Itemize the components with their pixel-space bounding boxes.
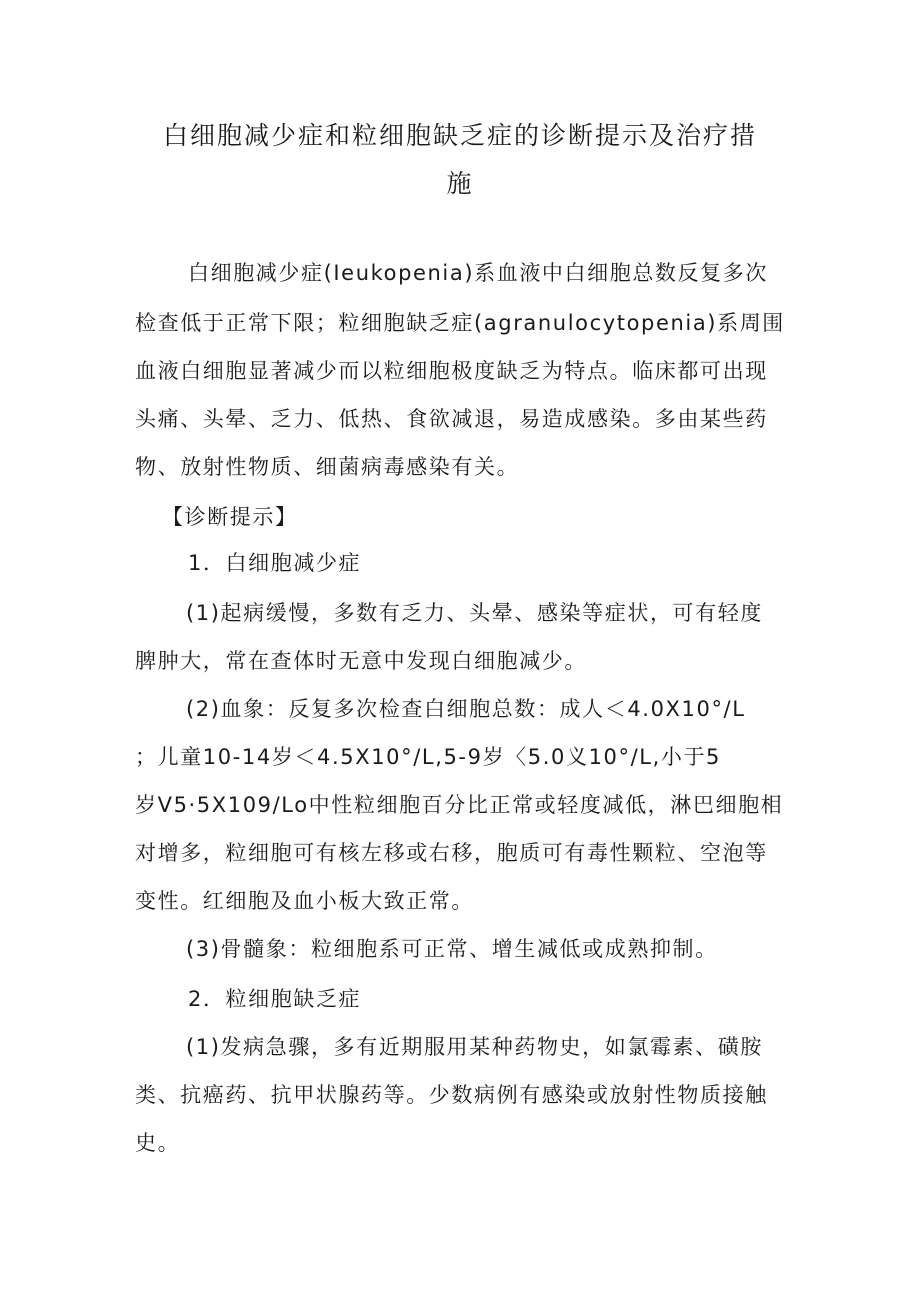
item-1-p2-line: (2)血象：反复多次检查白细胞总数：成人＜4.0X10°/L (186, 697, 746, 721)
intro-line: 白细胞减少症(Ieukopenia)系血液中白细胞总数反复多次 (188, 261, 768, 285)
title-line-2: 施 (446, 169, 474, 198)
item-2-p1-line: 类、抗癌药、抗甲状腺药等。少数病例有感染或放射性物质接触 (135, 1083, 768, 1107)
item-2-heading: 2．粒细胞缺乏症 (188, 987, 362, 1011)
item-2-p1-line: 史。 (135, 1131, 181, 1155)
intro-line: 血液白细胞显著减少而以粒细胞极度缺乏为特点。临床都可出现 (135, 359, 768, 383)
intro-line: 物、放射性物质、细菌病毒感染有关。 (135, 455, 520, 479)
item-1-p2-line: 变性。红细胞及血小板大致正常。 (135, 889, 474, 913)
item-1-p1-line: 脾肿大，常在查体时无意中发现白细胞减少。 (135, 649, 587, 673)
section-heading: 【诊断提示】 (162, 505, 298, 529)
item-1-p2-line: 岁V5·5X109/Lo中性粒细胞百分比正常或轻度减低，淋巴细胞相 (135, 793, 784, 817)
item-1-p2-line: 对增多，粒细胞可有核左移或右移，胞质可有毒性颗粒、空泡等 (135, 841, 768, 865)
intro-line: 检查低于正常下限；粒细胞缺乏症(agranulocytopenia)系周围 (135, 311, 785, 335)
item-1-p2-line: ；儿童10-14岁＜4.5X10°/L,5-9岁〈5.0义10°/L,小于5 (135, 745, 722, 769)
item-2-p1-line: (1)发病急骤，多有近期服用某种药物史，如氯霉素、磺胺 (186, 1035, 763, 1059)
document-title (140, 112, 780, 208)
item-1-heading: 1．白细胞减少症 (188, 551, 362, 575)
title-line-1: 白细胞减少症和粒细胞缺乏症的诊断提示及治疗措 (162, 121, 757, 150)
intro-line: 头痛、头晕、乏力、低热、食欲减退，易造成感染。多由某些药 (135, 407, 768, 431)
item-1-p1-line: (1)起病缓慢，多数有乏力、头晕、感染等症状，可有轻度 (186, 601, 763, 625)
item-1-p3: (3)骨髓象：粒细胞系可正常、增生减低或成熟抑制。 (186, 937, 718, 961)
